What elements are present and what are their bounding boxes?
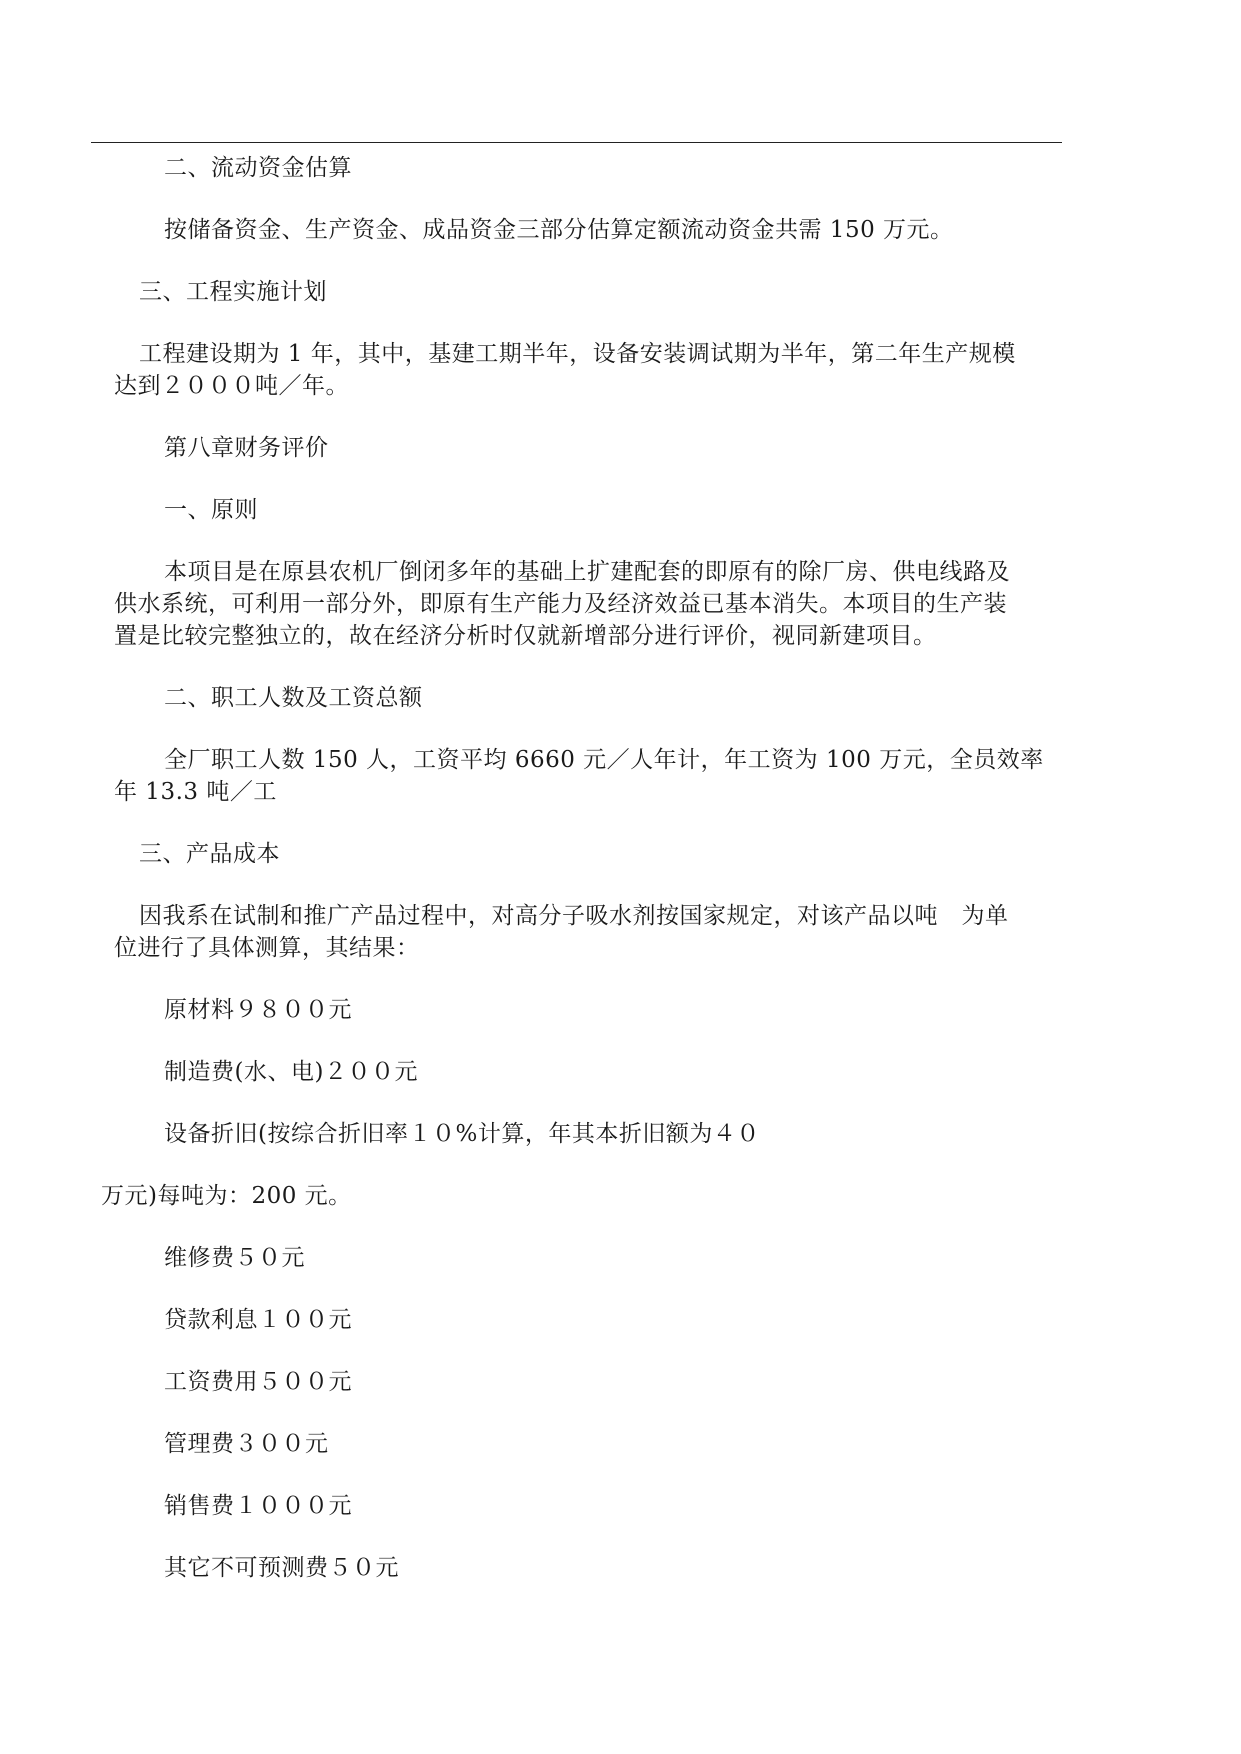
chapter-title: 第八章财务评价 xyxy=(164,435,329,461)
cost-item-wages: 工资费用５００元 xyxy=(164,1369,352,1395)
heading-working-capital: 二、流动资金估算 xyxy=(164,155,352,181)
cost-item-management: 管理费３００元 xyxy=(164,1431,329,1457)
heading-implementation-plan: 三、工程实施计划 xyxy=(139,279,327,305)
cost-item-depreciation-line1: 设备折旧(按综合折旧率１０%计算，年其本折旧额为４０ xyxy=(164,1121,760,1147)
cost-item-other: 其它不可预测费５０元 xyxy=(164,1555,399,1581)
paragraph-principle-line3: 置是比较完整独立的，故在经济分析时仅就新增部分进行评价，视同新建项目。 xyxy=(114,623,937,649)
paragraph-staff-line1: 全厂职工人数 150 人，工资平均 6660 元／人年计，年工资为 100 万元，全员效率 xyxy=(164,747,1044,773)
cost-item-depreciation-line2: 万元)每吨为：200 元。 xyxy=(101,1183,352,1209)
cost-item-sales: 销售费１０００元 xyxy=(164,1493,352,1519)
cost-item-manufacturing: 制造费(水、电)２００元 xyxy=(164,1059,418,1085)
header-rule xyxy=(91,142,1062,143)
paragraph-principle-line1: 本项目是在原县农机厂倒闭多年的基础上扩建配套的即原有的除厂房、供电线路及 xyxy=(164,559,1010,585)
cost-item-loan-interest: 贷款利息１００元 xyxy=(164,1307,352,1333)
paragraph-working-capital: 按储备资金、生产资金、成品资金三部分估算定额流动资金共需 150 万元。 xyxy=(164,217,954,243)
heading-principle: 一、原则 xyxy=(164,497,258,523)
paragraph-principle-line2: 供水系统，可利用一部分外，即原有生产能力及经济效益已基本消失。本项目的生产装 xyxy=(114,591,1007,617)
cost-item-maintenance: 维修费５０元 xyxy=(164,1245,305,1271)
heading-product-cost: 三、产品成本 xyxy=(139,841,280,867)
paragraph-cost-line1: 因我系在试制和推广产品过程中，对高分子吸水剂按国家规定，对该产品以吨 为单 xyxy=(139,903,1009,929)
paragraph-cost-line2: 位进行了具体测算，其结果： xyxy=(114,935,420,961)
heading-staff-wages: 二、职工人数及工资总额 xyxy=(164,685,423,711)
paragraph-construction-line1: 工程建设期为 1 年，其中，基建工期半年，设备安装调试期为半年，第二年生产规模 xyxy=(139,341,1016,367)
paragraph-staff-line2: 年 13.3 吨／工 xyxy=(114,779,277,805)
cost-item-raw-material: 原材料９８００元 xyxy=(164,997,352,1023)
paragraph-construction-line2: 达到２０００吨／年。 xyxy=(114,373,349,399)
